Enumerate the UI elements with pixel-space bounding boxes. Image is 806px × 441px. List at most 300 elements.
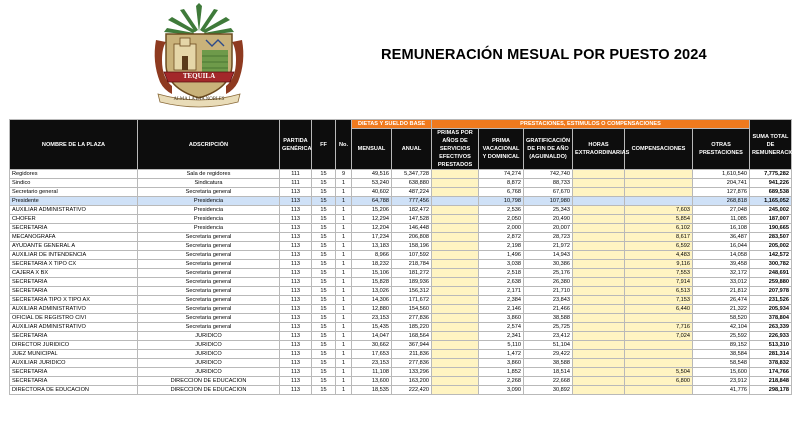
cell-mensual: 53,240 (352, 179, 392, 188)
cell-grat: 21,466 (524, 305, 573, 314)
cell-ff: 15 (312, 197, 336, 206)
cell-total: 378,804 (750, 314, 792, 323)
cell-ads: Secretaria general (138, 233, 280, 242)
cell-partida: 113 (280, 188, 312, 197)
cell-vac: 6,768 (479, 188, 524, 197)
cell-mensual: 40,602 (352, 188, 392, 197)
cell-primas (432, 359, 479, 368)
cell-anual: 133,296 (392, 368, 432, 377)
cell-partida: 113 (280, 359, 312, 368)
cell-mensual: 15,206 (352, 206, 392, 215)
cell-ff: 15 (312, 287, 336, 296)
cell-grat: 30,892 (524, 386, 573, 395)
cell-ff: 15 (312, 206, 336, 215)
cell-primas (432, 170, 479, 179)
cell-nombre: SECRETARIA X TIPO CX (10, 260, 138, 269)
table-row (10, 305, 792, 314)
cell-grat: 18,514 (524, 368, 573, 377)
cell-mensual: 15,106 (352, 269, 392, 278)
header-horas-extra: HORAS EXTRAORDINARIAS (573, 129, 625, 170)
cell-grat: 21,710 (524, 287, 573, 296)
table-row (10, 206, 792, 215)
cell-partida: 113 (280, 278, 312, 287)
header-dietas-group: DIETAS Y SUELDO BASE (352, 120, 432, 129)
cell-grat: 22,668 (524, 377, 573, 386)
table-row (10, 323, 792, 332)
cell-partida: 113 (280, 314, 312, 323)
cell-nombre: SECRETARIA (10, 332, 138, 341)
cell-vac: 2,050 (479, 215, 524, 224)
header-partida: PARTIDA GENÉRICA (280, 120, 312, 170)
cell-vac: 2,638 (479, 278, 524, 287)
cell-grat: 23,843 (524, 296, 573, 305)
cell-nombre: CHOFER (10, 215, 138, 224)
cell-total: 248,691 (750, 269, 792, 278)
cell-ads: Presidencia (138, 206, 280, 215)
cell-anual: 5,347,728 (392, 170, 432, 179)
cell-ads: Secretaria general (138, 323, 280, 332)
cell-ff: 15 (312, 341, 336, 350)
cell-total: 187,007 (750, 215, 792, 224)
header-compensaciones: COMPENSACIONES (625, 129, 693, 170)
cell-grat: 38,588 (524, 359, 573, 368)
cell-primas (432, 332, 479, 341)
cell-nombre: SECRETARIA TIPO X TIPO AX (10, 296, 138, 305)
cell-mensual: 13,026 (352, 287, 392, 296)
cell-horas (573, 287, 625, 296)
cell-primas (432, 242, 479, 251)
cell-grat: 67,670 (524, 188, 573, 197)
cell-vac: 3,860 (479, 314, 524, 323)
cell-no: 1 (336, 332, 352, 341)
cell-otras: 58,548 (693, 359, 750, 368)
table-row (10, 350, 792, 359)
cell-ff: 15 (312, 323, 336, 332)
cell-horas (573, 242, 625, 251)
cell-ff: 15 (312, 188, 336, 197)
cell-no: 1 (336, 224, 352, 233)
cell-no: 1 (336, 359, 352, 368)
cell-comp (625, 188, 693, 197)
cell-otras: 268,818 (693, 197, 750, 206)
cell-horas (573, 215, 625, 224)
cell-horas (573, 260, 625, 269)
cell-grat: 14,943 (524, 251, 573, 260)
cell-nombre: MECANOGRAFA (10, 233, 138, 242)
cell-otras: 58,520 (693, 314, 750, 323)
cell-vac: 10,798 (479, 197, 524, 206)
table-row (10, 170, 792, 179)
cell-anual: 211,836 (392, 350, 432, 359)
cell-primas (432, 287, 479, 296)
cell-comp: 7,716 (625, 323, 693, 332)
cell-no: 1 (336, 377, 352, 386)
cell-ads: DIRECCION DE EDUCACION (138, 377, 280, 386)
cell-nombre: AYUDANTE GENERAL A (10, 242, 138, 251)
cell-nombre: JUEZ MUNICIPAL (10, 350, 138, 359)
cell-grat: 20,490 (524, 215, 573, 224)
cell-ads: Sindicatura (138, 179, 280, 188)
cell-horas (573, 314, 625, 323)
cell-total: 205,002 (750, 242, 792, 251)
cell-ff: 15 (312, 305, 336, 314)
cell-otras: 27,048 (693, 206, 750, 215)
cell-horas (573, 368, 625, 377)
cell-vac: 2,171 (479, 287, 524, 296)
cell-total: 207,978 (750, 287, 792, 296)
cell-anual: 107,592 (392, 251, 432, 260)
cell-vac: 2,341 (479, 332, 524, 341)
cell-ads: Sala de regidores (138, 170, 280, 179)
cell-comp: 6,513 (625, 287, 693, 296)
cell-anual: 147,528 (392, 215, 432, 224)
cell-horas (573, 206, 625, 215)
table-row (10, 359, 792, 368)
header-adscripcion: ADSCRIPCIÓN (138, 120, 280, 170)
cell-otras: 21,812 (693, 287, 750, 296)
cell-primas (432, 278, 479, 287)
cell-vac: 3,090 (479, 386, 524, 395)
cell-partida: 113 (280, 215, 312, 224)
cell-comp (625, 350, 693, 359)
cell-primas (432, 368, 479, 377)
cell-no: 1 (336, 233, 352, 242)
cell-comp (625, 179, 693, 188)
cell-partida: 113 (280, 260, 312, 269)
cell-ff: 15 (312, 233, 336, 242)
cell-anual: 146,448 (392, 224, 432, 233)
cell-anual: 206,808 (392, 233, 432, 242)
cell-partida: 113 (280, 341, 312, 350)
cell-partida: 113 (280, 386, 312, 395)
cell-primas (432, 341, 479, 350)
cell-anual: 638,880 (392, 179, 432, 188)
cell-anual: 163,200 (392, 377, 432, 386)
cell-nombre: SECRETARIA (10, 224, 138, 233)
cell-total: 190,665 (750, 224, 792, 233)
cell-mensual: 23,153 (352, 314, 392, 323)
cell-nombre: OFICIAL DE REGISTRO CIVI (10, 314, 138, 323)
cell-grat: 28,723 (524, 233, 573, 242)
table-row (10, 233, 792, 242)
cell-no: 1 (336, 305, 352, 314)
cell-total: 205,934 (750, 305, 792, 314)
cell-grat: 107,980 (524, 197, 573, 206)
cell-ff: 15 (312, 314, 336, 323)
cell-nombre: Sindico (10, 179, 138, 188)
cell-comp (625, 170, 693, 179)
cell-otras: 42,104 (693, 323, 750, 332)
cell-mensual: 13,183 (352, 242, 392, 251)
cell-primas (432, 296, 479, 305)
cell-ads: Presidencia (138, 197, 280, 206)
cell-nombre: AUXILIAR JURIDICO (10, 359, 138, 368)
cell-primas (432, 197, 479, 206)
cell-vac: 74,274 (479, 170, 524, 179)
cell-nombre: AUXILIAR ADMINISTRATIVO (10, 206, 138, 215)
cell-mensual: 14,047 (352, 332, 392, 341)
cell-comp: 7,914 (625, 278, 693, 287)
cell-partida: 113 (280, 206, 312, 215)
cell-grat: 29,422 (524, 350, 573, 359)
cell-vac: 2,000 (479, 224, 524, 233)
cell-total: 259,880 (750, 278, 792, 287)
cell-ads: Secretaria general (138, 269, 280, 278)
cell-grat: 88,733 (524, 179, 573, 188)
cell-comp: 7,024 (625, 332, 693, 341)
cell-comp: 5,504 (625, 368, 693, 377)
cell-horas (573, 323, 625, 332)
cell-comp: 5,854 (625, 215, 693, 224)
cell-otras: 21,322 (693, 305, 750, 314)
remuneration-table (9, 119, 806, 395)
table-row (10, 188, 792, 197)
header-nombre: NOMBRE DE LA PLAZA (10, 120, 138, 170)
cell-mensual: 12,204 (352, 224, 392, 233)
cell-horas (573, 305, 625, 314)
cell-grat: 25,176 (524, 269, 573, 278)
cell-comp: 4,483 (625, 251, 693, 260)
cell-horas (573, 377, 625, 386)
cell-vac: 1,852 (479, 368, 524, 377)
cell-grat: 742,740 (524, 170, 573, 179)
cell-ff: 15 (312, 224, 336, 233)
cell-ads: JURIDICO (138, 350, 280, 359)
cell-otras: 14,058 (693, 251, 750, 260)
cell-grat: 26,380 (524, 278, 573, 287)
cell-total: 941,226 (750, 179, 792, 188)
cell-primas (432, 350, 479, 359)
table-row (10, 215, 792, 224)
table-row (10, 314, 792, 323)
cell-otras: 1,610,540 (693, 170, 750, 179)
cell-no: 1 (336, 296, 352, 305)
cell-horas (573, 197, 625, 206)
cell-primas (432, 179, 479, 188)
cell-vac: 2,146 (479, 305, 524, 314)
cell-comp (625, 359, 693, 368)
cell-horas (573, 386, 625, 395)
logo-motto-text: ALMA LA ETA NOBLES (173, 97, 225, 102)
cell-comp: 6,592 (625, 242, 693, 251)
cell-anual: 181,272 (392, 269, 432, 278)
cell-vac: 5,110 (479, 341, 524, 350)
cell-primas (432, 233, 479, 242)
cell-nombre: AUXILIAR ADMINISTRATIVO (10, 305, 138, 314)
cell-nombre: SECRETARIA (10, 278, 138, 287)
cell-ads: Secretaria general (138, 260, 280, 269)
cell-total: 298,178 (750, 386, 792, 395)
cell-no: 1 (336, 350, 352, 359)
cell-comp (625, 197, 693, 206)
cell-no: 1 (336, 278, 352, 287)
cell-total: 231,526 (750, 296, 792, 305)
cell-nombre: Secretario general (10, 188, 138, 197)
cell-total: 513,310 (750, 341, 792, 350)
cell-primas (432, 305, 479, 314)
cell-anual: 218,784 (392, 260, 432, 269)
cell-comp: 6,800 (625, 377, 693, 386)
table-row (10, 251, 792, 260)
cell-primas (432, 377, 479, 386)
cell-ff: 15 (312, 350, 336, 359)
cell-total: 300,782 (750, 260, 792, 269)
cell-ff: 15 (312, 179, 336, 188)
cell-anual: 156,312 (392, 287, 432, 296)
cell-anual: 171,672 (392, 296, 432, 305)
cell-total: 245,002 (750, 206, 792, 215)
cell-partida: 113 (280, 251, 312, 260)
cell-vac: 3,038 (479, 260, 524, 269)
cell-primas (432, 314, 479, 323)
cell-primas (432, 323, 479, 332)
cell-mensual: 18,232 (352, 260, 392, 269)
cell-primas (432, 224, 479, 233)
cell-partida: 113 (280, 305, 312, 314)
logo-banner-text: TEQUILA (182, 72, 216, 80)
cell-no: 1 (336, 251, 352, 260)
header-prima-vacacional: PRIMA VACACIONAL Y DOMINICAL (479, 129, 524, 170)
cell-otras: 16,108 (693, 224, 750, 233)
cell-otras: 16,044 (693, 242, 750, 251)
table-row (10, 242, 792, 251)
cell-horas (573, 251, 625, 260)
cell-mensual: 12,294 (352, 215, 392, 224)
cell-total: 218,848 (750, 377, 792, 386)
cell-nombre: SECRETARIA (10, 368, 138, 377)
cell-otras: 36,487 (693, 233, 750, 242)
cell-otras: 11,085 (693, 215, 750, 224)
page-title: REMUNERACIÓN MESUAL POR PUESTO 2024 (381, 47, 707, 63)
cell-vac: 2,198 (479, 242, 524, 251)
cell-mensual: 11,108 (352, 368, 392, 377)
cell-no: 1 (336, 260, 352, 269)
cell-partida: 113 (280, 296, 312, 305)
cell-vac: 2,872 (479, 233, 524, 242)
cell-ads: Secretaria general (138, 278, 280, 287)
cell-total: 263,339 (750, 323, 792, 332)
cell-grat: 25,725 (524, 323, 573, 332)
cell-horas (573, 170, 625, 179)
cell-mensual: 17,234 (352, 233, 392, 242)
cell-ads: Secretaria general (138, 305, 280, 314)
cell-total: 174,766 (750, 368, 792, 377)
cell-nombre: DIRECTORA DE EDUCACION (10, 386, 138, 395)
cell-ads: JURIDICO (138, 341, 280, 350)
cell-comp (625, 341, 693, 350)
cell-otras: 32,172 (693, 269, 750, 278)
cell-partida: 113 (280, 368, 312, 377)
cell-mensual: 12,880 (352, 305, 392, 314)
cell-comp: 8,617 (625, 233, 693, 242)
cell-comp: 6,102 (625, 224, 693, 233)
cell-comp: 6,440 (625, 305, 693, 314)
cell-primas (432, 206, 479, 215)
cell-partida: 111 (280, 170, 312, 179)
cell-no: 1 (336, 242, 352, 251)
cell-ff: 15 (312, 386, 336, 395)
header-gratificacion: GRATIFICACIÓN DE FIN DE AÑO (AGUINALDO) (524, 129, 573, 170)
cell-horas (573, 179, 625, 188)
table-row (10, 269, 792, 278)
cell-no: 1 (336, 287, 352, 296)
cell-anual: 185,220 (392, 323, 432, 332)
cell-ff: 15 (312, 260, 336, 269)
cell-horas (573, 296, 625, 305)
cell-mensual: 8,966 (352, 251, 392, 260)
cell-no: 1 (336, 323, 352, 332)
cell-mensual: 49,516 (352, 170, 392, 179)
cell-vac: 2,384 (479, 296, 524, 305)
cell-anual: 182,472 (392, 206, 432, 215)
cell-comp: 7,603 (625, 206, 693, 215)
cell-total: 283,507 (750, 233, 792, 242)
cell-horas (573, 224, 625, 233)
cell-otras: 23,912 (693, 377, 750, 386)
cell-ads: Secretaria general (138, 296, 280, 305)
cell-mensual: 15,435 (352, 323, 392, 332)
cell-ff: 15 (312, 296, 336, 305)
cell-otras: 41,776 (693, 386, 750, 395)
cell-no: 1 (336, 269, 352, 278)
cell-anual: 222,420 (392, 386, 432, 395)
cell-ads: Secretaria general (138, 188, 280, 197)
cell-ads: JURIDICO (138, 368, 280, 377)
table-row (10, 287, 792, 296)
cell-no: 1 (336, 314, 352, 323)
cell-horas (573, 188, 625, 197)
cell-partida: 113 (280, 350, 312, 359)
cell-otras: 89,152 (693, 341, 750, 350)
cell-total: 142,572 (750, 251, 792, 260)
cell-vac: 3,860 (479, 359, 524, 368)
municipal-coat-of-arms-logo (150, 2, 248, 110)
cell-nombre: Regidores (10, 170, 138, 179)
cell-nombre: CAJERA X BX (10, 269, 138, 278)
cell-otras: 204,741 (693, 179, 750, 188)
cell-ff: 15 (312, 278, 336, 287)
cell-anual: 168,564 (392, 332, 432, 341)
cell-no: 1 (336, 179, 352, 188)
cell-mensual: 64,788 (352, 197, 392, 206)
cell-otras: 127,876 (693, 188, 750, 197)
cell-horas (573, 332, 625, 341)
table-row (10, 332, 792, 341)
header-prestaciones-group: PRESTACIONES, ESTIMULOS O COMPENSACIONES (432, 120, 750, 129)
cell-anual: 277,836 (392, 314, 432, 323)
header-mensual: MENSUAL (352, 129, 392, 170)
cell-ads: Presidencia (138, 215, 280, 224)
cell-ads: Presidencia (138, 224, 280, 233)
cell-ff: 15 (312, 368, 336, 377)
cell-primas (432, 251, 479, 260)
cell-primas (432, 188, 479, 197)
cell-vac: 1,496 (479, 251, 524, 260)
cell-ff: 15 (312, 269, 336, 278)
cell-no: 9 (336, 170, 352, 179)
cell-nombre: AUXILIAR DE INTENDENCIA (10, 251, 138, 260)
table-row (10, 179, 792, 188)
table-row (10, 341, 792, 350)
cell-primas (432, 386, 479, 395)
cell-partida: 113 (280, 233, 312, 242)
cell-ff: 15 (312, 215, 336, 224)
table-row (10, 260, 792, 269)
cell-total: 378,832 (750, 359, 792, 368)
table-row (10, 197, 792, 206)
cell-anual: 487,224 (392, 188, 432, 197)
cell-nombre: AUXILIAR ADMINISTRATIVO (10, 323, 138, 332)
